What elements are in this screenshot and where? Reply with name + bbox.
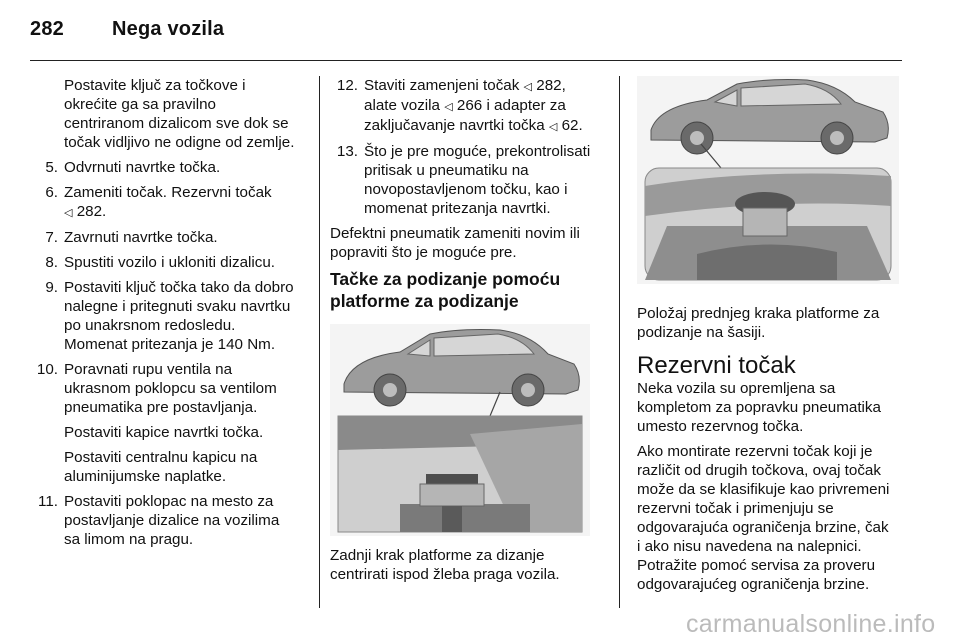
page-reference-icon: ◁ [444, 100, 453, 113]
page-header [30, 18, 224, 41]
rear-lift-point-illustration [330, 324, 590, 536]
column-divider-1 [319, 76, 320, 608]
step-10-note-1: Postaviti kapice navrtki točka. [64, 424, 264, 441]
tire-replacement-note: Defektni pneumatik zameniti novim ili popraviti što je moguće pre. [330, 225, 580, 261]
step-13: 13. Što je pre moguće, prekontrolisati pritisak u pneumatiku na novopostavljenom točku, kao i momenat pritezanja navrtki. [336, 143, 591, 217]
chapter-title: Nega vozila [112, 18, 225, 40]
header-rule [30, 60, 902, 61]
spare-wheel-speed-note: Ako montirate rezervni točak koji je različit od drugih točkova, ovaj točak može da se klasifikuje kao privremeni rezervni točak i primenjuju se odgovarajuća ograničenja brzine, čak i ako nisu navedena na nalepnici. Potražite pomoć servisa za proveru odgovarajućeg ograničenja brzine. [637, 443, 890, 593]
column-divider-2 [619, 76, 620, 608]
step-6: 6. Zameniti točak. Rezervni točak ◁ 282. [45, 184, 272, 220]
page-reference-icon: ◁ [64, 206, 73, 219]
step-9: 9. Postaviti ključ točka tako da dobro nalegne i pritegnuti svaku navrtku po unakrsnom redosledu. Momenat pritezanja je 140 Nm. [45, 279, 294, 353]
column-1 [30, 76, 310, 555]
page-reference-icon: ◁ [548, 120, 558, 133]
step-10-note-2: Postaviti centralnu kapicu na aluminijumske naplatke. [64, 449, 258, 485]
front-lift-point-illustration [637, 76, 899, 284]
step-12: 12. Staviti zamenjeni točak ◁ 282, alate vozila ◁ 266 i adapter za zaključavanje navrtki točka ◁ 62. [336, 77, 583, 134]
step-8: 8. Spustiti vozilo i ukloniti dizalicu. [45, 254, 276, 271]
lift-points-heading: Tačke za podizanje pomoću platforme za podizanje [330, 269, 561, 311]
step-10: 10. Poravnati rupu ventila na ukrasnom poklopcu sa ventilom pneumatika pre postavljanja. [36, 361, 277, 416]
column-3 [637, 76, 902, 600]
rear-lift-caption: Zadnji krak platforme za dizanje centrirati ispod žleba praga vozila. [330, 547, 560, 583]
watermark: carmanualsonline.info [686, 610, 936, 638]
page-reference-icon: ◁ [523, 80, 533, 93]
front-lift-caption: Položaj prednjeg kraka platforme za podizanje na šasiji. [637, 305, 880, 341]
step-11: 11. Postaviti poklopac na mesto za postavljanje dizalice na vozilima sa limom na pragu. [38, 493, 280, 548]
page-number: 282 [30, 18, 64, 40]
step-7: 7. Zavrnuti navrtke točka. [45, 229, 218, 246]
spare-wheel-heading: Rezervni točak [637, 352, 796, 379]
column-2 [330, 76, 612, 590]
step-4-continuation: Postavite ključ za točkove i okrećite ga sa pravilno centriranom dizalicom sve dok se točak vidljivo ne odigne od zemlje. [64, 77, 295, 151]
spare-wheel-intro: Neka vozila su opremljena sa kompletom za popravku pneumatika umesto rezervnog točka. [637, 380, 881, 435]
step-5: 5. Odvrnuti navrtke točka. [45, 159, 221, 176]
